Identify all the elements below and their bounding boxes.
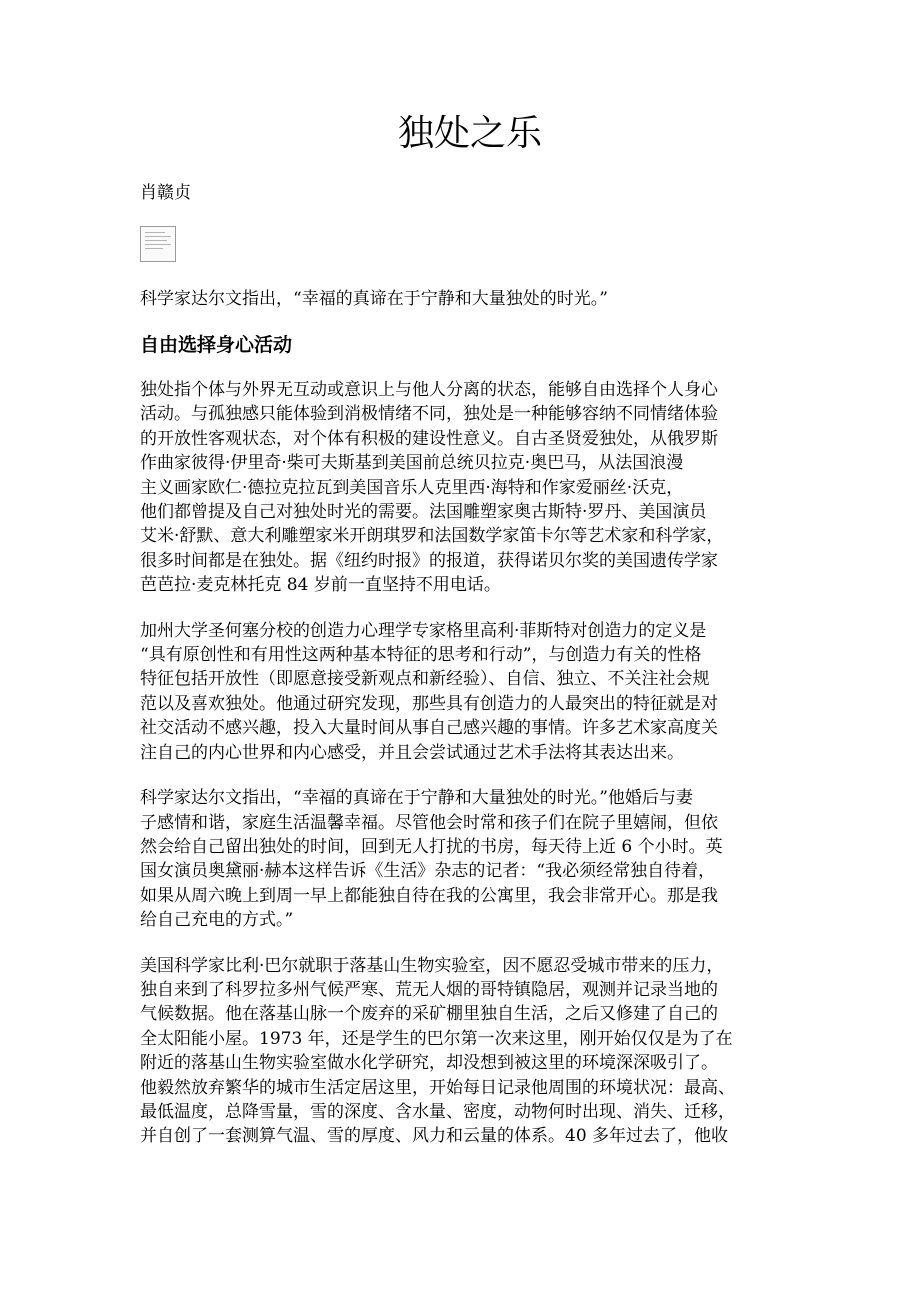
article-title: 独处之乐 <box>397 113 542 154</box>
text-line: 然会给自己留出独处的时间，回到无人打扰的书房，每天待上近 6 个小时。英 <box>140 836 723 857</box>
text-line: 他们都曾提及自己对独处时光的需要。法国雕塑家奥古斯特·罗丹、美国演员 <box>140 502 707 523</box>
text-line: 艾米·舒默、意大利雕塑家米开朗琪罗和法国数学家笛卡尔等艺术家和科学家， <box>140 526 724 547</box>
text-line: 主义画家欧仁·德拉克拉瓦到美国音乐人克里西·海特和作家爱丽丝·沃克， <box>140 477 684 498</box>
text-line: 美国科学家比利·巴尔就职于落基山生物实验室，因不愿忍受城市带来的压力， <box>140 955 724 976</box>
text-line: 全太阳能小屋。1973 年，还是学生的巴尔第一次来这里，刚开始仅仅是为了在 <box>140 1028 733 1049</box>
text-line: 并自创了一套测算气温、雪的厚度、风力和云量的体系。40 多年过去了，他收 <box>140 1126 729 1147</box>
text-line: 给自己充电的方式。” <box>140 910 294 931</box>
article-body <box>140 378 800 1170</box>
text-line: 活动。与孤独感只能体验到消极情绪不同，独处是一种能够容纳不同情绪体验 <box>140 404 718 425</box>
text-line: 独处指个体与外界无互动或意识上与他人分离的状态，能够自由选择个人身心 <box>140 380 718 400</box>
intro-quote: 科学家达尔文指出，“幸福的真谛在于宁静和大量独处的时光。” <box>140 289 608 309</box>
paragraph <box>140 378 800 598</box>
text-line: 气候数据。他在落基山脉一个废弃的采矿棚里独自生活，之后又修建了自己的 <box>140 1004 718 1025</box>
embedded-image-thumbnail <box>140 226 176 262</box>
text-line: 子感情和谐，家庭生活温馨幸福。尽管他会时常和孩子们在院子里嬉闹，但依 <box>140 812 718 833</box>
text-line: 他毅然放弃繁华的城市生活定居这里，开始每日记录他周围的环境状况：最高、 <box>140 1077 735 1098</box>
paragraph <box>140 619 800 765</box>
author-name: 肖赣贞 <box>140 183 191 203</box>
text-line: 附近的落基山生物实验室做水化学研究，却没想到被这里的环境深深吸引了。 <box>140 1053 718 1074</box>
text-line: 作曲家彼得·伊里奇·柴可夫斯基到美国前总统贝拉克·奥巴马，从法国浪漫 <box>140 453 684 474</box>
paragraph <box>140 786 800 932</box>
text-line: 很多时间都是在独处。据《纽约时报》的报道，获得诺贝尔奖的美国遗传学家 <box>140 550 718 571</box>
text-line: 国女演员奥黛丽·赫本这样告诉《生活》杂志的记者：“我必须经常独自待着， <box>140 861 716 882</box>
text-line: 特征包括开放性（即愿意接受新观点和新经验）、自信、独立、不关注社会规 <box>140 669 710 690</box>
text-line: 最低温度，总降雪量，雪的深度、含水量、密度，动物何时出现、消失、迁移， <box>140 1101 735 1122</box>
text-line: 如果从周六晚上到周一早上都能独自待在我的公寓里，我会非常开心。那是我 <box>140 885 718 906</box>
section-heading: 自由选择身心活动 <box>140 334 293 356</box>
text-line: “具有原创性和有用性这两种基本特征的思考和行动”，与创造力有关的性格 <box>140 645 702 666</box>
text-line: 社交活动不感兴趣，投入大量时间从事自己感兴趣的事情。许多艺术家高度关 <box>140 718 718 739</box>
text-line: 的开放性客观状态，对个体有积极的建设性意义。自古圣贤爱独处，从俄罗斯 <box>140 428 718 449</box>
text-line: 科学家达尔文指出，“幸福的真谛在于宁静和大量独处的时光。”他婚后与妻 <box>140 788 693 809</box>
paragraph <box>140 954 800 1149</box>
text-line: 加州大学圣何塞分校的创造力心理学专家格里高利·菲斯特对创造力的定义是 <box>140 620 707 641</box>
text-line: 注自己的内心世界和内心感受，并且会尝试通过艺术手法将其表达出来。 <box>140 742 684 763</box>
text-line: 独自来到了科罗拉多州气候严寒、荒无人烟的哥特镇隐居，观测并记录当地的 <box>140 979 718 1000</box>
text-line: 芭芭拉·麦克林托克 84 岁前一直坚持不用电话。 <box>140 575 501 596</box>
text-line: 范以及喜欢独处。他通过研究发现，那些具有创造力的人最突出的特征就是对 <box>140 693 718 714</box>
